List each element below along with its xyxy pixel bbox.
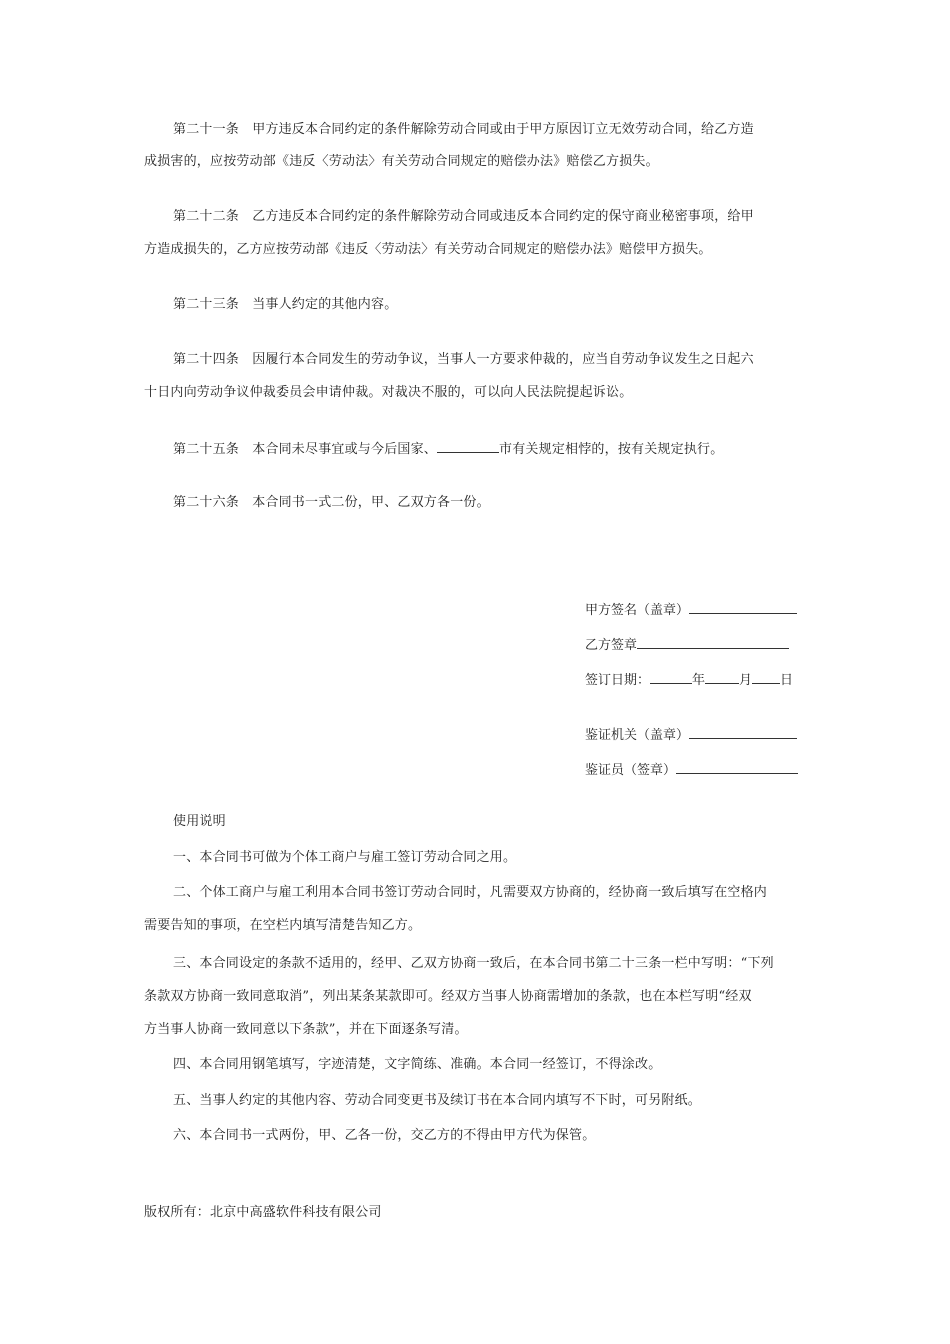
instruction-5: 五、当事人约定的其他内容、劳动合同变更书及续订书在本合同内填写不下时，可另附纸。 [173,1093,702,1108]
authority-seal: 鉴证机关（盖章） [585,725,797,745]
instruction-3-line1: 三、本合同设定的条款不适用的，经甲、乙双方协商一致后，在本合同书第二十三条一栏中写明：“下列 [173,956,774,971]
party-b-signature: 乙方签章 [585,635,789,655]
article-25-part-a: 第二十五条 本合同未尽事宜或与今后国家、 [173,442,438,457]
instruction-6: 六、本合同书一式两份，甲、乙各一份，交乙方的不得由甲方代为保管。 [173,1128,596,1143]
article-24-line2: 十日内向劳动争议仲裁委员会申请仲裁。对裁决不服的，可以向人民法院提起诉讼。 [144,385,633,400]
article-22-line2: 方造成损失的，乙方应按劳动部《违反〈劳动法〉有关劳动合同规定的赔偿办法》赔偿甲方损失。 [144,242,712,257]
officer-blank [676,760,798,774]
article-25 [173,439,808,459]
article-23: 第二十三条 当事人约定的其他内容。 [173,297,398,312]
article-21-line1: 第二十一条 甲方违反本合同约定的条件解除劳动合同或由于甲方原因订立无效劳动合同，给乙方造 [173,122,754,137]
article-22-line1: 第二十二条 乙方违反本合同约定的条件解除劳动合同或违反本合同约定的保守商业秘密事项，给甲 [173,209,754,224]
instruction-1: 一、本合同书可做为个体工商户与雇工签订劳动合同之用。 [173,850,517,865]
article-21-line2: 成损害的，应按劳动部《违反〈劳动法〉有关劳动合同规定的赔偿办法》赔偿乙方损失。 [144,154,659,169]
instruction-3-line3: 方当事人协商一致同意以下条款”，并在下面逐条写清。 [144,1022,468,1037]
instruction-2-line1: 二、个体工商户与雇工利用本合同书签订劳动合同时，凡需要双方协商的，经协商一致后填写在空格内 [173,885,768,900]
authority-blank [689,725,797,739]
city-blank [437,439,499,453]
party-a-blank [689,600,797,614]
article-25-part-b: 市有关规定相悖的，按有关规定执行。 [499,442,724,457]
instruction-2-line2: 需要告知的事项，在空栏内填写清楚告知乙方。 [144,918,422,933]
copyright-footer: 版权所有：北京中高盛软件科技有限公司 [144,1205,382,1220]
instruction-4: 四、本合同用钢笔填写，字迹清楚，文字简练、准确。本合同一经签订，不得涂改。 [173,1057,662,1072]
party-a-signature: 甲方签名（盖章） [585,600,797,620]
sign-date: 签订日期： 年 月 日 [585,670,793,690]
article-26: 第二十六条 本合同书一式二份，甲、乙双方各一份。 [173,495,490,510]
month-blank [705,670,739,684]
year-blank [650,670,692,684]
day-blank [752,670,780,684]
instruction-3-line2: 条款双方协商一致同意取消”，列出某条某款即可。经双方当事人协商需增加的条款，也在本栏写明“经双 [144,989,752,1004]
officer-signature: 鉴证员（签章） [585,760,798,780]
article-24-line1: 第二十四条 因履行本合同发生的劳动争议，当事人一方要求仲裁的，应当自劳动争议发生之日起六 [173,352,754,367]
instructions-title: 使用说明 [173,814,226,829]
party-b-blank [637,635,789,649]
